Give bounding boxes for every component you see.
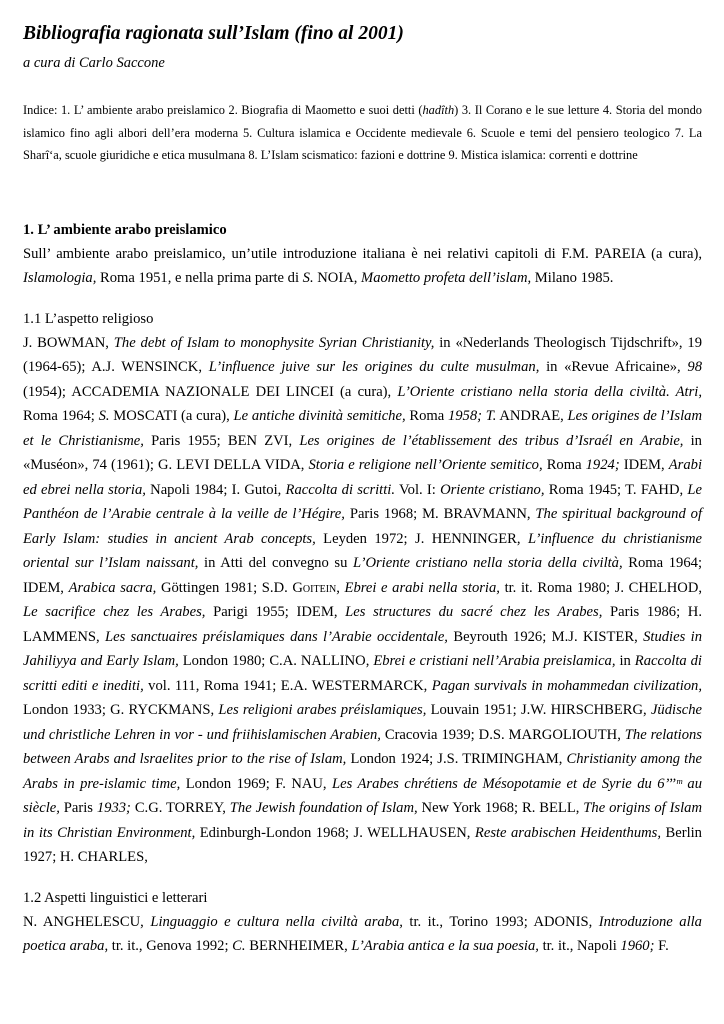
section-1-text: Sull’ ambiente arabo preislamico, un’utile introduzione italiana è nei relativi capitoli di F.M. PAREIA (a cura), Islamologia, Roma 1951, e nella prima parte di S. NOIA, Maometto profeta dell’islam, Milano 1985.: [23, 245, 702, 286]
author-line: a cura di Carlo Saccone: [23, 55, 165, 71]
section-1-1-bibliography: J. BOWMAN, The debt of Islam to monophysite Syrian Christianity, in «Nederlands Theologisch Tijdschrift», 19 (1964-65); A.J. WENSINCK, L’influence juive sur les origines du culte musulman, in «Revue Africaine», 98 (1954); ACCADEMIA NAZIONALE DEI LINCEI (a cura), L’Oriente cristiano nella storia della civiltà. Atri, Roma 1964; S. MOSCATI (a cura), Le antiche divinità semitiche, Roma 1958; T. ANDRAE, Les origines de l’Islam et le Christianisme, Paris 1955; BEN ZVI, Les origines de l’établissement des tribus d’Israél en Arabie, in «Muséon», 74 (1961); G. LEVI DELLA VIDA, Storia e religione nell’Oriente semitico, Roma 1924; IDEM, Arabi ed ebrei nella storia, Napoli 1984; I. Gutoi, Raccolta di scritti. Vol. I: Oriente cristiano, Roma 1945; T. FAHD, Le Panthéon de l’Arabie centrale à la veille de l’Hégire, Paris 1968; M. BRAVMANN, The spiritual background of Early Islam: studies in ancient Arab concepts, Leyden 1972; J. HENNINGER, L’influence du christianisme oriental sur l’Islam naissant, in Atti del convegno su L’Oriente cristiano nella storia della civiltà, Roma 1964; IDEM, Arabica sacra, Göttingen 1981; S.D. Goitein, Ebrei e arabi nella storia, tr. it. Roma 1980; J. CHELHOD, Le sacrifice chez les Arabes, Parigi 1955; IDEM, Les structures du sacré chez les Arabes, Paris 1986; H. LAMMENS, Les sanctuaires préislamiques dans l’Arabie occidentale, Beyrouth 1926; M.J. KISTER, Studies in Jahiliyya and Early Islam, London 1980; C.A. NALLINO, Ebrei e cristiani nell’Arabia preislamica, in Raccolta di scritti editi e inediti, vol. 111, Roma 1941; E.A. WESTERMARCK, Pagan survivals in mohammedan civilization, London 1933; G. RYCKMANS, Les religioni arabes préislamiques, Louvain 1951; J.W. HIRSCHBERG, Jüdische und christliche Lehren in vor - und friihislamischen Arabien, Cracovia 1939; D.S. MARGOLIOUTH, The relations between Arabs and lsraelites prior to the rise of Islam, London 1924; J.S. TRIMINGHAM, Christianity among the Arabs in pre-islamic time, London 1969; F. NAU, Les Arabes chrétiens de Mésopotamie et de Syrie du 6’’’ᵐ au siècle, Paris 1933; C.G. TORREY, The Jewish foundation of Islam, New York 1968; R. BELL, The origins of Islam in its Christian Environment, Edinburgh-London 1968; J. WELLHAUSEN, Reste arabischen Heidenthums, Berlin 1927; H. CHARLES,: [23, 334, 703, 865]
section-heading-1-2: 1.2 Aspetti linguistici e letterari: [23, 889, 208, 906]
section-heading-1: 1. L’ ambiente arabo preislamico: [23, 221, 227, 238]
section-heading-1-1: 1.1 L’aspetto religioso: [23, 310, 154, 327]
table-of-contents: Indice: 1. L’ ambiente arabo preislamico 2. Biografia di Maometto e suoi detti (hadîth) 3. Il Corano e le sue letture 4. Storia del mondo islamico fino agli albori dell’era moderna 5. Cultura islamica e Occidente medievale 6. Scuole e temi del pensiero teologico 7. La Sharî‘a, scuole giuridiche e etica musulmana 8. L’Islam scismatico: fazioni e dottrine 9. Mistica islamica: correnti e dottrine: [23, 103, 702, 162]
document-title: Bibliografia ragionata sull’Islam (fino al 2001): [23, 23, 404, 44]
section-1-2-bibliography: N. ANGHELESCU, Linguaggio e cultura nella civiltà araba, tr. it., Torino 1993; ADONIS, Introduzione alla poetica araba, tr. it., Genova 1992; C. BERNHEIMER, L’Arabia antica e la sua poesia, tr. it., Napoli 1960; F.: [23, 913, 702, 954]
